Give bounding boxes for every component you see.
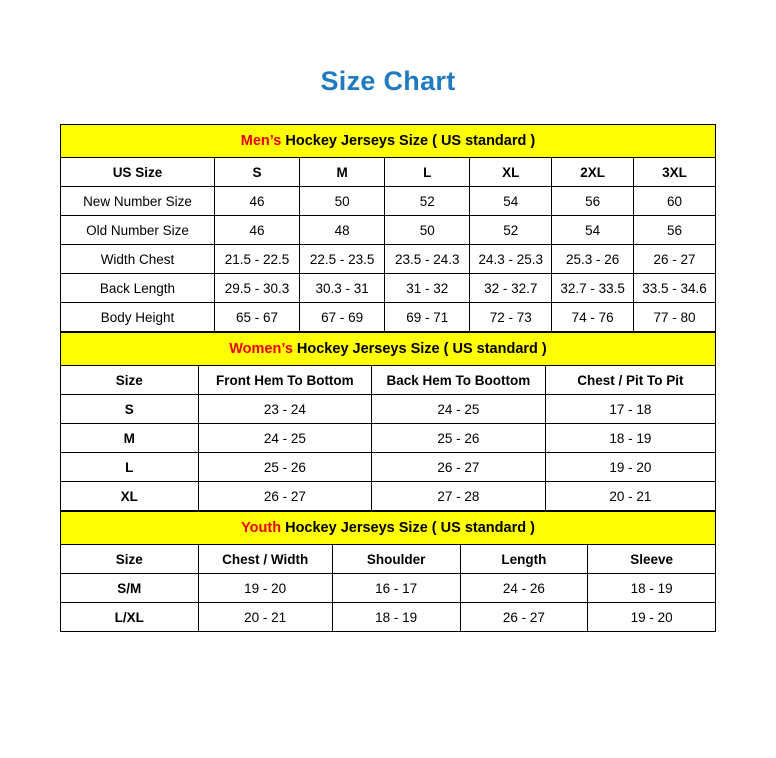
mens-cell: 32.7 - 33.5 <box>552 274 634 303</box>
mens-row-label: Old Number Size <box>61 216 215 245</box>
womens-cell: 24 - 25 <box>372 395 546 424</box>
mens-cell: 52 <box>470 216 552 245</box>
table-row <box>61 274 716 303</box>
table-row <box>61 187 716 216</box>
mens-band-row <box>61 125 716 158</box>
womens-cell: 24 - 25 <box>198 424 372 453</box>
mens-cell: 31 - 32 <box>385 274 470 303</box>
mens-cell: 54 <box>470 187 552 216</box>
womens-cell: 26 - 27 <box>372 453 546 482</box>
mens-cell: 29.5 - 30.3 <box>214 274 299 303</box>
mens-size-table <box>60 124 716 332</box>
youth-size-table <box>60 511 716 632</box>
womens-size-label: M <box>61 424 199 453</box>
mens-header-cell: S <box>214 158 299 187</box>
youth-header-cell: Sleeve <box>588 545 716 574</box>
mens-row-label: New Number Size <box>61 187 215 216</box>
mens-cell: 48 <box>300 216 385 245</box>
mens-header-cell: XL <box>470 158 552 187</box>
mens-cell: 65 - 67 <box>214 303 299 332</box>
mens-header-cell: US Size <box>61 158 215 187</box>
youth-cell: 18 - 19 <box>332 603 460 632</box>
mens-cell: 21.5 - 22.5 <box>214 245 299 274</box>
womens-size-table <box>60 332 716 511</box>
womens-cell: 25 - 26 <box>198 453 372 482</box>
womens-size-label: L <box>61 453 199 482</box>
womens-band-title <box>61 333 716 366</box>
womens-cell: 23 - 24 <box>198 395 372 424</box>
mens-cell: 60 <box>634 187 716 216</box>
table-row <box>61 303 716 332</box>
mens-header-cell: 2XL <box>552 158 634 187</box>
mens-cell: 22.5 - 23.5 <box>300 245 385 274</box>
mens-cell: 46 <box>214 187 299 216</box>
youth-cell: 26 - 27 <box>460 603 588 632</box>
mens-cell: 74 - 76 <box>552 303 634 332</box>
womens-header-cell: Back Hem To Boottom <box>372 366 546 395</box>
youth-cell: 20 - 21 <box>198 603 332 632</box>
mens-cell: 23.5 - 24.3 <box>385 245 470 274</box>
youth-cell: 16 - 17 <box>332 574 460 603</box>
mens-cell: 69 - 71 <box>385 303 470 332</box>
youth-cell: 19 - 20 <box>198 574 332 603</box>
womens-cell: 19 - 20 <box>545 453 715 482</box>
youth-band-title <box>61 512 716 545</box>
size-chart-page <box>0 66 776 758</box>
womens-cell: 18 - 19 <box>545 424 715 453</box>
mens-band-accent: Men’s <box>240 133 282 149</box>
womens-cell: 26 - 27 <box>198 482 372 511</box>
mens-cell: 46 <box>214 216 299 245</box>
youth-size-label: S/M <box>61 574 199 603</box>
youth-band-accent: Youth <box>241 520 282 536</box>
page-title: Size Chart <box>320 66 456 96</box>
mens-cell: 72 - 73 <box>470 303 552 332</box>
youth-band-row <box>61 512 716 545</box>
mens-cell: 56 <box>552 187 634 216</box>
mens-cell: 50 <box>385 216 470 245</box>
womens-header-cell: Chest / Pit To Pit <box>545 366 715 395</box>
youth-cell: 24 - 26 <box>460 574 588 603</box>
womens-header-cell: Front Hem To Bottom <box>198 366 372 395</box>
womens-cell: 20 - 21 <box>545 482 715 511</box>
mens-cell: 56 <box>634 216 716 245</box>
table-row <box>61 245 716 274</box>
mens-cell: 24.3 - 25.3 <box>470 245 552 274</box>
table-row <box>61 545 716 574</box>
mens-cell: 77 - 80 <box>634 303 716 332</box>
mens-cell: 67 - 69 <box>300 303 385 332</box>
mens-row-label: Back Length <box>61 274 215 303</box>
table-row <box>61 482 716 511</box>
youth-header-cell: Length <box>460 545 588 574</box>
mens-row-label: Body Height <box>61 303 215 332</box>
youth-size-label: L/XL <box>61 603 199 632</box>
mens-cell: 54 <box>552 216 634 245</box>
womens-cell: 25 - 26 <box>372 424 546 453</box>
table-row <box>61 395 716 424</box>
mens-cell: 33.5 - 34.6 <box>634 274 716 303</box>
womens-cell: 17 - 18 <box>545 395 715 424</box>
youth-header-cell: Size <box>61 545 199 574</box>
mens-header-cell: M <box>300 158 385 187</box>
table-row <box>61 158 716 187</box>
womens-band-row <box>61 333 716 366</box>
mens-cell: 50 <box>300 187 385 216</box>
mens-header-cell: 3XL <box>634 158 716 187</box>
youth-band-rest: Hockey Jerseys Size ( US standard ) <box>281 520 535 536</box>
mens-row-label: Width Chest <box>61 245 215 274</box>
womens-cell: 27 - 28 <box>372 482 546 511</box>
mens-band-title <box>61 125 716 158</box>
womens-size-label: S <box>61 395 199 424</box>
size-chart-tables <box>60 124 716 632</box>
table-row <box>61 216 716 245</box>
youth-header-cell: Shoulder <box>332 545 460 574</box>
mens-header-cell: L <box>385 158 470 187</box>
mens-band-rest: Hockey Jerseys Size ( US standard ) <box>281 133 536 149</box>
mens-cell: 32 - 32.7 <box>470 274 552 303</box>
table-row <box>61 453 716 482</box>
table-row <box>61 424 716 453</box>
womens-band-rest: Hockey Jerseys Size ( US standard ) <box>292 341 547 357</box>
youth-cell: 18 - 19 <box>588 574 716 603</box>
table-row <box>61 574 716 603</box>
mens-cell: 30.3 - 31 <box>300 274 385 303</box>
womens-header-cell: Size <box>61 366 199 395</box>
mens-cell: 25.3 - 26 <box>552 245 634 274</box>
youth-header-cell: Chest / Width <box>198 545 332 574</box>
womens-size-label: XL <box>61 482 199 511</box>
table-row <box>61 603 716 632</box>
mens-cell: 26 - 27 <box>634 245 716 274</box>
youth-cell: 19 - 20 <box>588 603 716 632</box>
table-row <box>61 366 716 395</box>
womens-band-accent: Women’s <box>229 341 293 357</box>
mens-cell: 52 <box>385 187 470 216</box>
